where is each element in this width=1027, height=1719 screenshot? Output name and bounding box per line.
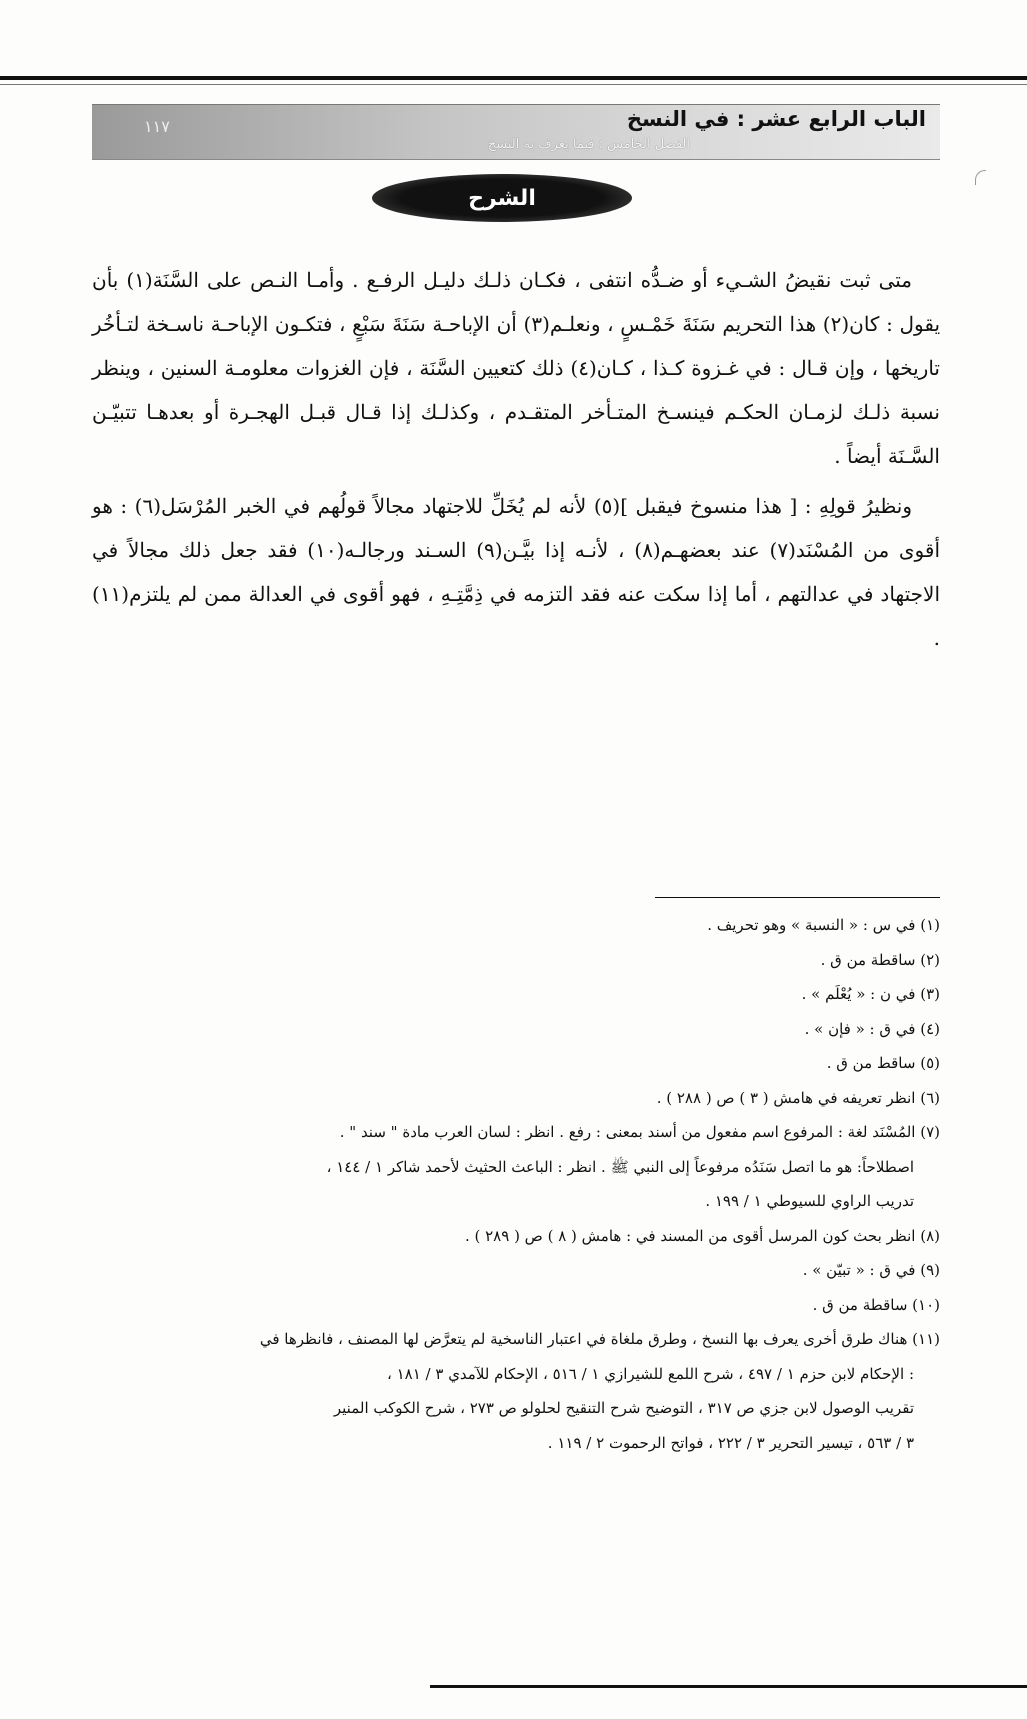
footnotes (92, 908, 940, 1460)
footnote-11-line-2: : الإحكام لابن حزم ١ / ٤٩٧ ، شرح اللمع للشيرازي ١ / ٥١٦ ، الإحكام للآمدي ٣ / ١٨١ ، (386, 1364, 914, 1383)
footnote-7: (٧) المُسْنَد لغة : المرفوع اسم مفعول من أسند بمعنى : رفع . انظر : لسان العرب مادة " سند " . (339, 1123, 940, 1141)
main-text (92, 258, 940, 660)
footnote-5: (٥) ساقط من ق . (826, 1054, 940, 1072)
top-rule-thin (0, 84, 1027, 85)
page-number: ١١٧ (144, 117, 170, 136)
section-title: الفصل الخامس : فيما يعرف به النسخ (487, 137, 690, 152)
footnote-separator (655, 897, 940, 898)
footnote-6: (٦) انظر تعريفه في هامش ( ٣ ) ص ( ٢٨٨ ) . (656, 1088, 940, 1107)
footnote-10: (١٠) ساقطة من ق . (812, 1295, 940, 1314)
body-paragraph: متى ثبت نقيضُ الشـيء أو ضـدُّه انتفى ، فكـان ذلـك دليـل الرفـع . وأمـا النـص على السَّنَة(١) بأن يقول : كان(٢) هذا التحريم سَنَةَ خَمْـسٍ ، ونعلـم(٣) أن الإباحـة سَنَةَ سَبْعٍ ، فتكـون الإباحـة ناسـخة لتـأخُر تاريخها ، وإن قـال : في غـزوة كـذا ، كـان(٤) ذلك كتعيين السَّنَة ، فإن الغزوات معلومـة السنين ، وينظر نسبة ذلـك لزمـان الحكـم فينسـخ المتـأخر المتقـدم ، وكذلـك إذا قـال قبـل الهجـرة أو بعدهـا تتبيّـن السَّـنَة أيضاً . (92, 268, 941, 468)
commentary-badge (372, 174, 632, 222)
footnote-8: (٨) انظر بحث كون المرسل أقوى من المسند في : هامش ( ٨ ) ص ( ٢٨٩ ) . (464, 1226, 940, 1245)
commentary-badge-label: الشرح (468, 185, 536, 211)
scan-margin-mark (975, 170, 986, 185)
footnote-7-line-2: اصطلاحاً: هو ما اتصل سَنَدُه مرفوعاً إلى النبي ﷺ . انظر : الباعث الحثيث لأحمد شاكر ١ / ١٤٤ ، (326, 1157, 914, 1176)
footnote-3: (٣) في ن : « يُعْلَم » . (801, 985, 940, 1003)
footnote-11-line-3: تقريب الوصول لابن جزي ص ٣١٧ ، التوضيح شرح التنقيح لحلولو ص ٢٧٣ ، شرح الكوكب المنير (333, 1399, 914, 1417)
footnote-11-line-4: ٣ / ٥٦٣ ، تيسير التحرير ٣ / ٢٢٢ ، فواتح الرحموت ٢ / ١١٩ . (547, 1433, 914, 1452)
footnote-11: (١١) هناك طرق أخرى يعرف بها النسخ ، وطرق ملغاة في اعتبار الناسخية لم يتعرَّض لها المصنف ، فانظرها في (259, 1330, 940, 1348)
footnote-2: (٢) ساقطة من ق . (820, 950, 940, 969)
body-paragraph: ونظيرُ قولِهِ : [ هذا منسوخ فيقبل ](٥) لأنه لم يُخَلِّ للاجتهاد مجالاً قولُهم في الخبر المُرْسَل(٦) : هو أقوى من المُسْنَد(٧) عند بعضهـم(٨) ، لأنـه إذا بيَّـن(٩) السـند ورجالـه(١٠) فقد جعل ذلك مجالاً في الاجتهاد في عدالتهم ، أما إذا سكت عنه فقد التزمه في ذِمَّتِـهِ ، فهو أقوى في العدالة ممن لم يلتزم(١١) . (92, 494, 941, 650)
footnote-4: (٤) في ق : « فإن » . (804, 1019, 940, 1038)
footnote-1: (١) في س : « النسبة » وهو تحريف . (707, 916, 940, 934)
running-header (92, 104, 940, 160)
top-rule (0, 76, 1027, 80)
bottom-rule (430, 1685, 1027, 1688)
footnote-9: (٩) في ق : « تبيّن » . (802, 1261, 940, 1279)
chapter-title: الباب الرابع عشر : في النسخ (626, 107, 926, 131)
footnote-7-line-3: تدريب الراوي للسيوطي ١ / ١٩٩ . (705, 1192, 914, 1210)
